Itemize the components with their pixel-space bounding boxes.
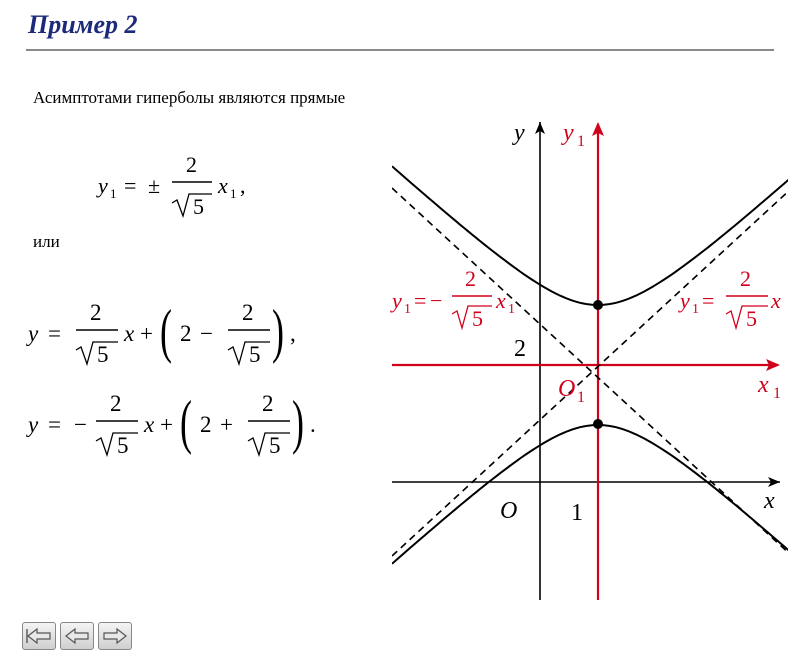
svg-text:1: 1 [577,133,585,150]
forward-button[interactable] [98,622,132,650]
forward-icon [102,627,128,645]
tick-label-1: 1 [571,500,583,526]
svg-text:(: ( [180,388,192,456]
lower-vertex-point [593,419,603,429]
svg-text:=: = [48,321,61,346]
svg-text:1: 1 [692,302,699,317]
svg-text:(: ( [160,297,172,365]
hyperbola-lower-branch [392,425,792,564]
svg-text:−: − [74,412,87,437]
svg-text:=: = [48,412,61,437]
svg-text:5: 5 [97,342,109,367]
formulas [0,0,400,480]
formula-asymptote-2 [26,389,316,458]
x1-axis-label [757,372,781,402]
svg-text:5: 5 [193,194,204,219]
back-button[interactable] [60,622,94,650]
svg-text:): ) [272,297,284,365]
svg-text:y: y [98,173,108,198]
upper-vertex-point [593,300,603,310]
asymptote-label-left [390,266,515,331]
svg-text:5: 5 [472,306,483,331]
svg-text:2: 2 [465,266,476,291]
tick-label-2: 2 [514,336,526,362]
svg-text:2: 2 [180,321,192,346]
svg-text:y: y [563,120,574,146]
svg-text:,: , [240,173,246,198]
back-icon [64,627,90,645]
formula-asymptote-1 [26,298,296,367]
svg-text:): ) [292,388,304,456]
svg-text:x: x [771,288,781,313]
svg-text:y: y [28,321,39,346]
svg-text:−: − [430,288,443,313]
svg-text:2: 2 [262,391,274,416]
or-word: или [33,232,60,251]
svg-text:5: 5 [269,433,281,458]
svg-text:x: x [144,412,155,437]
svg-text:2: 2 [740,266,751,291]
svg-text:2: 2 [242,300,254,325]
svg-text:2: 2 [186,152,197,177]
svg-text:5: 5 [249,342,261,367]
hyperbola-upper-branch [392,166,792,305]
x-axis-label: x [764,488,775,514]
svg-text:y: y [392,288,402,313]
svg-text:5: 5 [117,433,129,458]
svg-text:.: . [310,412,316,437]
svg-text:1: 1 [110,186,117,201]
svg-text:±: ± [148,173,161,198]
svg-text:1: 1 [577,389,585,406]
y1-axis-label [561,120,585,150]
first-page-icon [26,627,52,645]
svg-text:5: 5 [746,306,757,331]
origin1-label [558,376,585,406]
asymptote-label-right [678,266,781,331]
svg-text:=: = [702,288,715,313]
svg-text:2: 2 [110,391,122,416]
svg-text:1: 1 [404,302,411,317]
svg-text:1: 1 [773,385,781,402]
svg-text:1: 1 [508,302,515,317]
origin-label: O [500,498,518,524]
svg-text:+: + [140,321,153,346]
slide-navigation [22,622,132,650]
svg-text:2: 2 [90,300,102,325]
hyperbola-graph [385,110,795,605]
svg-text:+: + [160,412,173,437]
svg-text:x: x [218,173,228,198]
svg-text:,: , [290,321,296,346]
svg-text:=: = [414,288,427,313]
svg-text:x: x [758,372,769,398]
svg-text:+: + [220,412,233,437]
svg-text:O: O [558,376,576,402]
svg-text:y: y [28,412,39,437]
svg-text:x: x [496,288,506,313]
svg-text:x: x [124,321,135,346]
svg-text:y: y [680,288,690,313]
intro-text: Асимптотами гиперболы являются прямые [33,88,346,107]
svg-text:1: 1 [230,186,237,201]
svg-text:=: = [124,173,137,198]
formula-asymptotes-primed [96,152,246,219]
svg-text:2: 2 [200,412,212,437]
y-axis-label: y [514,120,525,146]
first-page-button[interactable] [22,622,56,650]
slide-title: Пример 2 [28,10,138,39]
svg-text:−: − [200,321,213,346]
